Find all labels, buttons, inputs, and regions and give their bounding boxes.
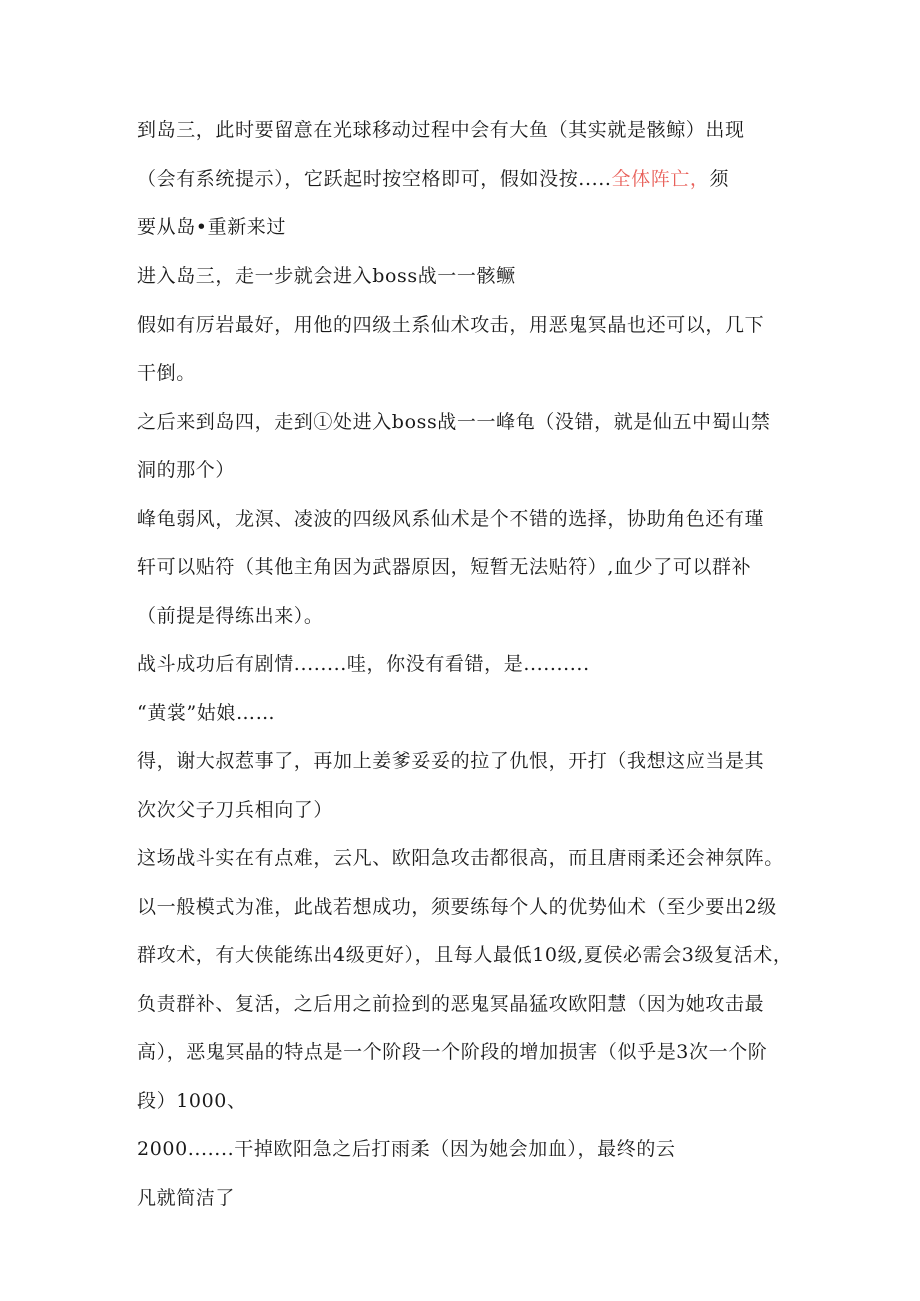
text-line-2 [137, 167, 729, 191]
text-line-6: 干倒。 [137, 362, 196, 384]
text-line-3: 要从岛•重新来过 [137, 216, 287, 238]
text-line-12: 战斗成功后有剧情........哇，你没有看错，是.......... [137, 653, 590, 675]
text-line-9: 峰龟弱风，龙溟、凌波的四级风系仙术是个不错的选择，协助角色还有瑾 [137, 508, 765, 530]
text-line-22: 2000.......干掉欧阳急之后打雨柔（因为她会加血），最终的云 [137, 1138, 676, 1160]
text-segment: 须 [709, 168, 730, 190]
text-line-5: 假如有厉岩最好，用他的四级土系仙术攻击，用恶鬼冥晶也还可以，几下 [137, 314, 765, 336]
text-line-15: 次次父子刀兵相向了） [137, 799, 334, 821]
text-line-8: 洞的那个） [137, 459, 236, 481]
text-line-19: 负责群补、复活，之后用之前捡到的恶鬼冥晶猛攻欧阳慧（因为她攻击最 [137, 993, 765, 1015]
text-line-14: 得，谢大叔惹事了，再加上姜爹妥妥的拉了仇恨，开打（我想这应当是其 [137, 750, 765, 772]
text-line-20: 高），恶鬼冥晶的特点是一个阶段一个阶段的增加损害（似乎是3次一个阶 [137, 1041, 768, 1063]
text-line-4: 进入岛三，走一步就会进入boss战一一骸鳜 [137, 265, 516, 287]
text-line-10: 轩可以贴符（其他主角因为武器原因，短暂无法贴符）,血少了可以群补 [137, 556, 752, 578]
text-line-17: 以一般模式为准，此战若想成功，须要练每个人的优势仙术（至少要出2级 [137, 896, 777, 918]
text-line-11: （前提是得练出来）。 [137, 605, 324, 627]
text-line-23: 凡就简洁了 [137, 1187, 236, 1209]
text-line-7: 之后来到岛四，走到①处进入boss战一一峰龟（没错，就是仙五中蜀山禁 [137, 411, 771, 433]
text-segment: （会有系统提示），它跃起时按空格即可，假如没按..... [137, 168, 612, 190]
text-line-21: 段）1000、 [137, 1090, 247, 1112]
text-line-1: 到岛三，此时要留意在光球移动过程中会有大鱼（其实就是骸鲸）出现 [137, 119, 745, 141]
text-line-13: “黄裳”姑娘…… [137, 702, 276, 724]
text-line-16: 这场战斗实在有点难，云凡、欧阳急攻击都很高，而且唐雨柔还会神氛阵。 [137, 847, 784, 869]
highlighted-text: 全体阵亡， [611, 168, 710, 190]
text-line-18: 群攻术，有大侠能练出4级更好），且每人最低10级,夏侯必需会3级复活术， [137, 944, 793, 966]
